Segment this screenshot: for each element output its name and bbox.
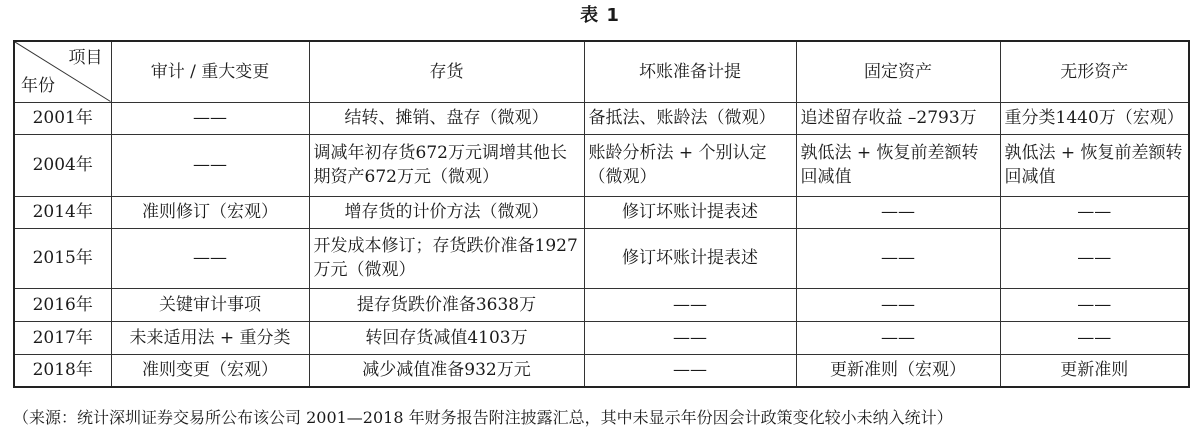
intangible-assets-cell: 孰低法 + 恢复前差额转回减值 [1000,134,1189,196]
inventory-cell: 调减年初存货672万元调增其他长期资产672万元（微观） [309,134,584,196]
inventory-cell: 开发成本修订；存货跌价准备1927万元（微观） [309,228,584,288]
audit-cell: —— [111,228,309,288]
inventory-cell: 提存货跌价准备3638万 [309,288,584,321]
data-table [13,40,1190,388]
fixed-assets-cell: —— [796,321,1000,354]
column-header-bad-debt: 坏账准备计提 [584,41,796,102]
table-row [14,196,1189,228]
bad-debt-cell: 账龄分析法 + 个别认定（微观） [584,134,796,196]
fixed-assets-cell: 追述留存收益 –2793万 [796,102,1000,134]
year-cell: 2017年 [14,321,111,354]
column-header-inventory: 存货 [309,41,584,102]
audit-cell: —— [111,102,309,134]
audit-cell: 准则变更（宏观） [111,354,309,387]
year-cell: 2015年 [14,228,111,288]
corner-header-cell [14,41,111,102]
intangible-assets-cell: 更新准则 [1000,354,1189,387]
year-cell: 2004年 [14,134,111,196]
column-header-fixed-assets: 固定资产 [796,41,1000,102]
year-cell: 2016年 [14,288,111,321]
audit-cell: 准则修订（宏观） [111,196,309,228]
bad-debt-cell: 修订坏账计提表述 [584,196,796,228]
audit-cell: —— [111,134,309,196]
fixed-assets-cell: —— [796,228,1000,288]
bad-debt-cell: —— [584,288,796,321]
fixed-assets-cell: 孰低法 + 恢复前差额转回减值 [796,134,1000,196]
intangible-assets-cell: —— [1000,321,1189,354]
corner-label-year: 年份 [21,75,55,96]
year-cell: 2001年 [14,102,111,134]
bad-debt-cell: —— [584,321,796,354]
fixed-assets-cell: —— [796,196,1000,228]
intangible-assets-cell: —— [1000,228,1189,288]
table-row [14,321,1189,354]
audit-cell: 未来适用法 + 重分类 [111,321,309,354]
audit-cell: 关键审计事项 [111,288,309,321]
fixed-assets-cell: 更新准则（宏观） [796,354,1000,387]
inventory-cell: 增存货的计价方法（微观） [309,196,584,228]
inventory-cell: 转回存货减值4103万 [309,321,584,354]
table-row [14,288,1189,321]
table-row [14,134,1189,196]
bad-debt-cell: 备抵法、账龄法（微观） [584,102,796,134]
intangible-assets-cell: —— [1000,196,1189,228]
fixed-assets-cell: —— [796,288,1000,321]
inventory-cell: 结转、摊销、盘存（微观） [309,102,584,134]
corner-label-item: 项目 [68,48,103,68]
column-header-audit: 审计 / 重大变更 [111,41,309,102]
bad-debt-cell: 修订坏账计提表述 [584,228,796,288]
year-cell: 2018年 [14,354,111,387]
bad-debt-cell: —— [584,354,796,387]
table-row [14,354,1189,387]
intangible-assets-cell: —— [1000,288,1189,321]
intangible-assets-cell: 重分类1440万（宏观） [1000,102,1189,134]
table-caption: 表 1 [580,5,620,26]
year-cell: 2014年 [14,196,111,228]
source-note: （来源：统计深圳证券交易所公布该公司 2001—2018 年财务报告附注披露汇总，其中未显示年份因会计政策变化较小未纳入统计） [13,408,953,427]
table-row [14,102,1189,134]
inventory-cell: 减少减值准备932万元 [309,354,584,387]
column-header-intangible-assets: 无形资产 [1000,41,1189,102]
table-row [14,228,1189,288]
header-row [14,41,1189,102]
